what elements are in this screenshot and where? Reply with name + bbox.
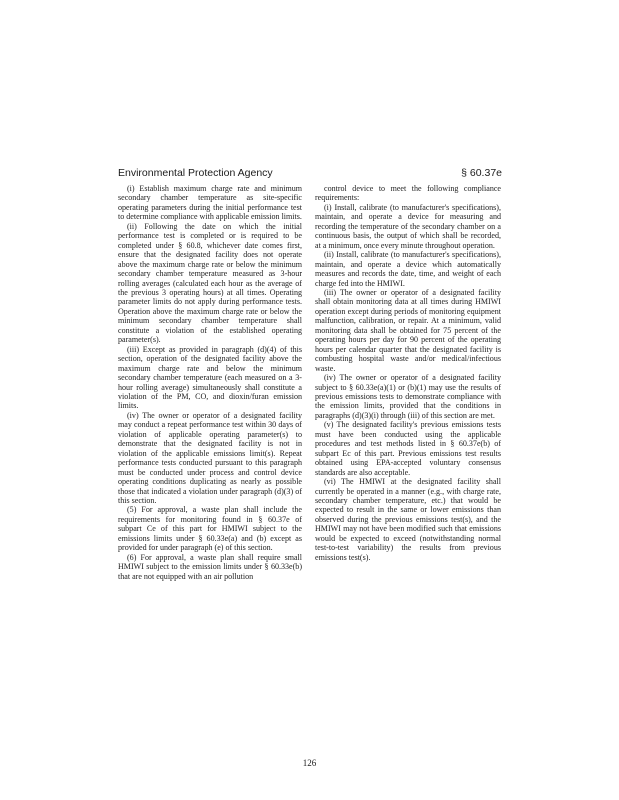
paragraph: (ii) Install, calibrate (to manufacturer's specifications), maintain, and operate a device which automatically measures and records the date, time, and weight of each charge fed into the HMIWI. <box>315 250 501 288</box>
paragraph: (iii) The owner or operator of a designated facility shall obtain monitoring data at all times during HMIWI operation except during periods of monitoring equipment malfunction, calibration, or repair. At a minimum, valid monitoring data shall be obtained for 75 percent of the operating hours per day for 90 percent of the operating hours per calendar quarter that the designated facility is combusting hospital waste and/or medical/infectious waste. <box>315 287 501 373</box>
paragraph: (iii) Except as provided in paragraph (d)(4) of this section, operation of the designated facility above the maximum charge rate and below the minimum secondary chamber temperature (each measured on a 3-hour rolling average) simultaneously shall constitute a violation of the PM, CO, and dioxin/furan emission limits. <box>118 344 302 411</box>
paragraph: (ii) Following the date on which the initial performance test is completed or is required to be completed under § 60.8, whichever date comes first, ensure that the designated facility does not operate above the maximum charge rate or below the minimum secondary chamber temperature measured as 3-hour rolling averages (calculated each hour as the average of the previous 3 operating hours) at all times. Operating parameter limits do not apply during performance tests. Operation above the maximum charge rate or below the minimum secondary chamber temperature shall constitute a violation of the established operating parameter(s). <box>118 221 302 345</box>
paragraph: (i) Install, calibrate (to manufacturer's specifications), maintain, and operate a device for measuring and recording the temperature of the secondary chamber on a continuous basis, the output of which shall be recorded, at a minimum, once every minute throughout operation. <box>315 202 501 250</box>
paragraph: (6) For approval, a waste plan shall require small HMIWI subject to the emission limits under § 60.33e(b) that are not equipped with an air pollution <box>118 552 302 581</box>
paragraph: (5) For approval, a waste plan shall include the requirements for monitoring found in § 60.37e of subpart Ce of this part for HMIWI subject to the emissions limits under § 60.33e(a) and (b) except as provided for under paragraph (e) of this section. <box>118 505 302 553</box>
agency-name: Environmental Protection Agency <box>118 167 273 179</box>
paragraph: (v) The designated facility's previous emissions tests must have been conducted using the applicable procedures and test methods listed in § 60.37e(b) of subpart Ec of this part. Previous emissions test results obtained using EPA-accepted voluntary consensus standards are also acceptable. <box>315 420 501 477</box>
right-column <box>315 184 501 562</box>
paragraph: (vi) The HMIWI at the designated facility shall currently be operated in a manner (e.g., with charge rate, secondary chamber temperature, etc.) that would be expected to result in the same or lower emissions than observed during the previous emissions test(s), and the HMIWI may not have been modified such that emissions would be expected to exceed (notwithstanding normal test-to-test variability) the results from previous emissions test(s). <box>315 477 501 562</box>
paragraph: (iv) The owner or operator of a designated facility may conduct a repeat performance test within 30 days of violation of applicable operating parameter(s) to demonstrate that the designated facility is not in violation of the applicable emissions limit(s). Repeat performance tests conducted pursuant to this paragraph must be conducted under process and control device operating conditions duplicating as nearly as possible those that indicated a violation under paragraph (d)(3) of this section. <box>118 410 302 505</box>
paragraph: (i) Establish maximum charge rate and minimum secondary chamber temperature as site-specific operating parameters during the initial performance test to determine compliance with applicable emission limits. <box>118 184 302 222</box>
section-number: § 60.37e <box>461 167 502 179</box>
running-header <box>118 167 502 181</box>
page-number: 126 <box>302 758 317 768</box>
paragraph: control device to meet the following compliance requirements: <box>315 184 501 203</box>
left-column <box>118 184 302 581</box>
paragraph: (iv) The owner or operator of a designated facility subject to § 60.33e(a)(1) or (b)(1) may use the results of previous emissions tests to demonstrate compliance with the emission limits, provided that the conditions in paragraphs (d)(3)(i) through (iii) of this section are met. <box>315 373 501 420</box>
